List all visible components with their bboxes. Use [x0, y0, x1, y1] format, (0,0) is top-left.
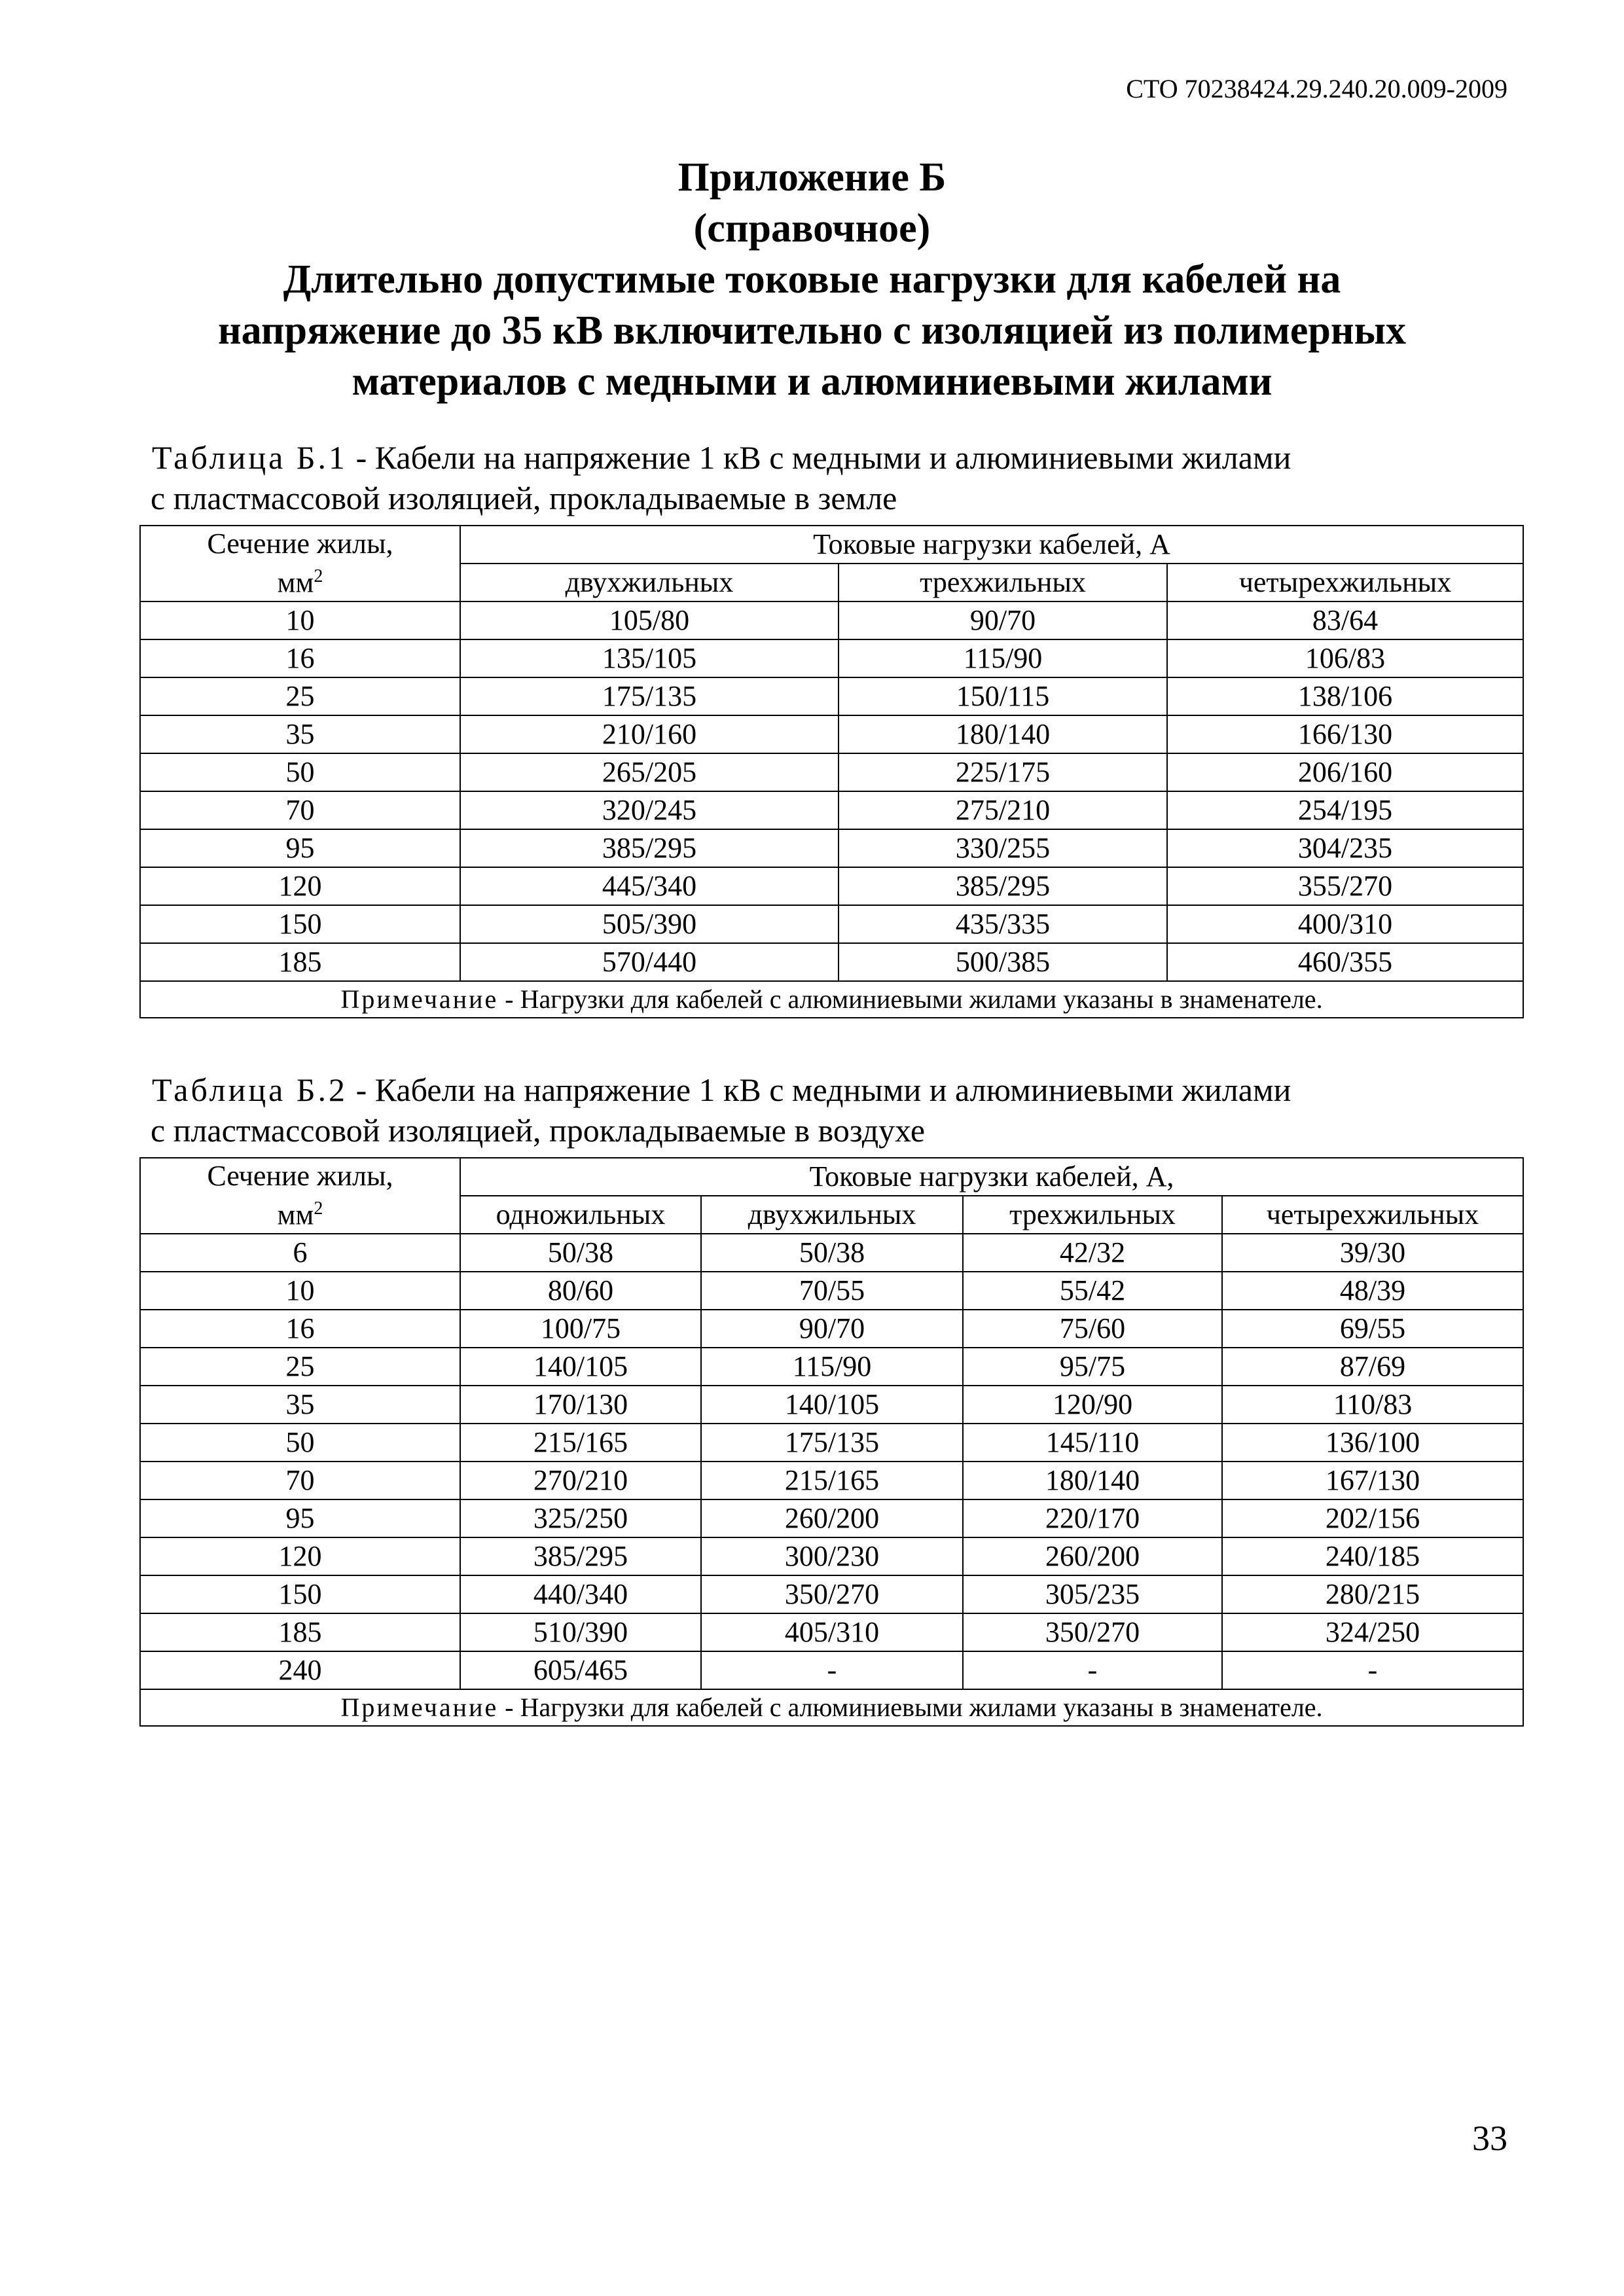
table2-value-cell: 605/465: [460, 1651, 701, 1689]
table2-value-cell: 180/140: [963, 1462, 1222, 1499]
table1-value-cell: 175/135: [460, 677, 839, 715]
table2-value-cell: 70/55: [701, 1272, 963, 1310]
table1-value-cell: 150/115: [839, 677, 1167, 715]
table2-caption-label: Таблица Б.2: [152, 1071, 348, 1108]
table2-value-cell: 140/105: [701, 1386, 963, 1424]
table2-note-row: [140, 1689, 1523, 1726]
table2-row: [140, 1310, 1523, 1348]
table1-caption-line2: с пластмассовой изоляцией, прокладываемые в земле: [151, 480, 897, 516]
table2-value-cell: 280/215: [1222, 1575, 1523, 1613]
table1-note-text: - Нагрузки для кабелей с алюминиевыми жилами указаны в знаменателе.: [498, 984, 1323, 1014]
table1-value-cell: 206/160: [1167, 753, 1523, 791]
appendix-subject-line-2: напряжение до 35 кВ включительно с изоляцией из полимерных: [217, 308, 1407, 353]
table1-value-cell: 105/80: [460, 601, 839, 639]
table1-size-cell: 95: [140, 829, 460, 867]
table2-col-header: четырехжильных: [1222, 1196, 1523, 1234]
table2-value-cell: 90/70: [701, 1310, 963, 1348]
table2-value-cell: 170/130: [460, 1386, 701, 1424]
table2-value-cell: 55/42: [963, 1272, 1222, 1310]
table2-value-cell: 510/390: [460, 1613, 701, 1651]
table1-value-cell: 500/385: [839, 943, 1167, 981]
table2-caption-line2: с пластмассовой изоляцией, прокладываемые в воздухе: [151, 1112, 926, 1149]
table2-row: [140, 1462, 1523, 1499]
table1-row: [140, 677, 1523, 715]
table1-size-cell: 35: [140, 715, 460, 753]
table1-row: [140, 867, 1523, 905]
table2-row: [140, 1499, 1523, 1537]
table2-row: [140, 1424, 1523, 1462]
table2-row: [140, 1272, 1523, 1310]
table1-size-cell: 150: [140, 905, 460, 943]
table2-value-cell: 385/295: [460, 1537, 701, 1575]
table2-value-cell: 324/250: [1222, 1613, 1523, 1651]
table2-value-cell: 136/100: [1222, 1424, 1523, 1462]
table1-size-cell: 70: [140, 791, 460, 829]
table2-col-header: трехжильных: [963, 1196, 1222, 1234]
table1-value-cell: 135/105: [460, 639, 839, 677]
table1-value-cell: 166/130: [1167, 715, 1523, 753]
table2-value-cell: 80/60: [460, 1272, 701, 1310]
table2-note: [140, 1689, 1523, 1726]
table2-caption-text: - Кабели на напряжение 1 кВ с медными и алюминиевыми жилами: [348, 1071, 1291, 1108]
table2-row: [140, 1234, 1523, 1272]
table2-value-cell: 140/105: [460, 1348, 701, 1386]
table2-note-text: - Нагрузки для кабелей с алюминиевыми жилами указаны в знаменателе.: [498, 1693, 1323, 1722]
appendix-type: (справочное): [693, 206, 931, 251]
table1-note: [140, 981, 1523, 1018]
table1-caption-label: Таблица Б.1: [152, 439, 348, 476]
table1-row: [140, 791, 1523, 829]
table1-value-cell: 180/140: [839, 715, 1167, 753]
appendix-subject-line-1: Длительно допустимые токовые нагрузки для кабелей на: [283, 257, 1341, 302]
table2-value-cell: -: [1222, 1651, 1523, 1689]
table2-value-cell: 300/230: [701, 1537, 963, 1575]
table2-row: [140, 1537, 1523, 1575]
table2-size-cell: 35: [140, 1386, 460, 1424]
table2-value-cell: 115/90: [701, 1348, 963, 1386]
table2-row: [140, 1575, 1523, 1613]
table1-value-cell: 304/235: [1167, 829, 1523, 867]
table1-row: [140, 943, 1523, 981]
table1-size-cell: 120: [140, 867, 460, 905]
table1: [139, 525, 1524, 1018]
table2-value-cell: 350/270: [963, 1613, 1222, 1651]
table2-value-cell: 145/110: [963, 1424, 1222, 1462]
table1-size-cell: 16: [140, 639, 460, 677]
table2-size-cell: 10: [140, 1272, 460, 1310]
table1-value-cell: 385/295: [839, 867, 1167, 905]
table1-col-header: четырехжильных: [1167, 564, 1523, 601]
table2-size-cell: 185: [140, 1613, 460, 1651]
table1-value-cell: 435/335: [839, 905, 1167, 943]
table1-value-cell: 275/210: [839, 791, 1167, 829]
table1-value-cell: 83/64: [1167, 601, 1523, 639]
appendix-subject-line-3: материалов с медными и алюминиевыми жилами: [352, 359, 1272, 404]
table1-value-cell: 90/70: [839, 601, 1167, 639]
table1-row: [140, 753, 1523, 791]
table1-size-cell: 185: [140, 943, 460, 981]
table1-col-header: двухжильных: [460, 564, 839, 601]
table2-header-size: Сечение жилы, $мм^2$: [140, 1158, 460, 1234]
appendix-title: Приложение Б: [677, 155, 947, 200]
table1-col-header: трехжильных: [839, 564, 1167, 601]
table2-value-cell: 50/38: [460, 1234, 701, 1272]
table2-value-cell: 167/130: [1222, 1462, 1523, 1499]
table2: [139, 1157, 1524, 1727]
table1-value-cell: 115/90: [839, 639, 1167, 677]
table2-value-cell: 405/310: [701, 1613, 963, 1651]
table1-value-cell: 400/310: [1167, 905, 1523, 943]
table2-row: [140, 1386, 1523, 1424]
table1-value-cell: 505/390: [460, 905, 839, 943]
table2-size-cell: 120: [140, 1537, 460, 1575]
table2-size-cell: 25: [140, 1348, 460, 1386]
table2-value-cell: 75/60: [963, 1310, 1222, 1348]
table2-value-cell: 305/235: [963, 1575, 1222, 1613]
table1-row: [140, 601, 1523, 639]
table2-value-cell: 100/75: [460, 1310, 701, 1348]
table1-value-cell: 570/440: [460, 943, 839, 981]
page-number: 33: [1472, 2119, 1507, 2158]
table2-size-cell: 50: [140, 1424, 460, 1462]
table2-size-cell: 240: [140, 1651, 460, 1689]
table2-size-cell: 150: [140, 1575, 460, 1613]
table1-value-cell: 460/355: [1167, 943, 1523, 981]
table2-value-cell: 260/200: [701, 1499, 963, 1537]
table1-value-cell: 138/106: [1167, 677, 1523, 715]
table1-size-cell: 50: [140, 753, 460, 791]
table2-value-cell: 325/250: [460, 1499, 701, 1537]
table1-caption-text: - Кабели на напряжение 1 кВ с медными и алюминиевыми жилами: [348, 439, 1291, 476]
table1-header-row: [140, 526, 1523, 564]
table2-value-cell: 215/165: [701, 1462, 963, 1499]
table1-row: [140, 905, 1523, 943]
table1-size-cell: 10: [140, 601, 460, 639]
table1-row: [140, 829, 1523, 867]
table1-value-cell: 265/205: [460, 753, 839, 791]
table1-value-cell: 320/245: [460, 791, 839, 829]
table2-header-group: Токовые нагрузки кабелей, А,: [460, 1158, 1523, 1196]
table2-note-label: Примечание: [340, 1693, 499, 1722]
document-code: СТО 70238424.29.240.20.009-2009: [1126, 74, 1507, 103]
table1-value-cell: 355/270: [1167, 867, 1523, 905]
table1-row: [140, 715, 1523, 753]
table2-value-cell: 87/69: [1222, 1348, 1523, 1386]
table2-value-cell: 260/200: [963, 1537, 1222, 1575]
table1-value-cell: 210/160: [460, 715, 839, 753]
table2-value-cell: 440/340: [460, 1575, 701, 1613]
table2-value-cell: 240/185: [1222, 1537, 1523, 1575]
table2-value-cell: 50/38: [701, 1234, 963, 1272]
table2-row: [140, 1613, 1523, 1651]
table2-value-cell: 48/39: [1222, 1272, 1523, 1310]
table2-size-cell: 6: [140, 1234, 460, 1272]
table2-value-cell: 42/32: [963, 1234, 1222, 1272]
table1-value-cell: 225/175: [839, 753, 1167, 791]
table1-row: [140, 639, 1523, 677]
table2-value-cell: -: [701, 1651, 963, 1689]
table1-caption: [152, 437, 1520, 518]
table2-header-row: [140, 1158, 1523, 1196]
table2-value-cell: 350/270: [701, 1575, 963, 1613]
table2-col-header: двухжильных: [701, 1196, 963, 1234]
table1-value-cell: 385/295: [460, 829, 839, 867]
table1-value-cell: 106/83: [1167, 639, 1523, 677]
table2-row: [140, 1651, 1523, 1689]
table1-size-cell: 25: [140, 677, 460, 715]
table2-value-cell: 110/83: [1222, 1386, 1523, 1424]
table1-value-cell: 330/255: [839, 829, 1167, 867]
table1-note-label: Примечание: [340, 984, 499, 1014]
table2-size-cell: 16: [140, 1310, 460, 1348]
appendix-heading: [118, 152, 1506, 407]
table2-value-cell: 215/165: [460, 1424, 701, 1462]
table2-value-cell: 39/30: [1222, 1234, 1523, 1272]
table2-size-cell: 95: [140, 1499, 460, 1537]
table1-value-cell: 445/340: [460, 867, 839, 905]
table1-value-cell: 254/195: [1167, 791, 1523, 829]
table1-header-size: Сечение жилы, $мм^2$: [140, 526, 460, 601]
table2-value-cell: -: [963, 1651, 1222, 1689]
table2-value-cell: 95/75: [963, 1348, 1222, 1386]
table2-caption: [152, 1069, 1520, 1151]
table2-value-cell: 220/170: [963, 1499, 1222, 1537]
table2-value-cell: 175/135: [701, 1424, 963, 1462]
table2-row: [140, 1348, 1523, 1386]
table2-value-cell: 120/90: [963, 1386, 1222, 1424]
table2-value-cell: 69/55: [1222, 1310, 1523, 1348]
table1-header-group: Токовые нагрузки кабелей, А: [460, 526, 1523, 564]
table2-size-cell: 70: [140, 1462, 460, 1499]
table2-value-cell: 202/156: [1222, 1499, 1523, 1537]
table1-note-row: [140, 981, 1523, 1018]
table2-col-header: одножильных: [460, 1196, 701, 1234]
table2-value-cell: 270/210: [460, 1462, 701, 1499]
